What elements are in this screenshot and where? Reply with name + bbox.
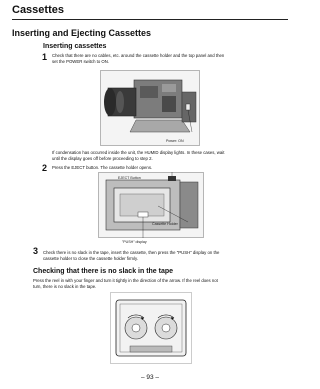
condensation-note-line-2: until the display goes off before proceeding to step 2. (52, 156, 153, 161)
page-header-title: Cassettes (12, 4, 64, 16)
cassette-reel-figure (110, 292, 192, 364)
push-display-callout: "PUSH" display (122, 240, 147, 244)
step-2-text: Press the EJECT button. The cassette holder opens. (52, 165, 153, 170)
header-divider (12, 19, 288, 20)
step-1-text-line-1: Check that there are no cables, etc. around the cassette holder and the top panel and then (52, 53, 225, 58)
eject-button-callout: EJECT Button (118, 176, 141, 180)
subsection-title: Inserting cassettes (43, 43, 107, 50)
step-1-number: 1 (42, 52, 48, 62)
section-title: Inserting and Ejecting Cassettes (12, 28, 152, 38)
slack-check-heading: Checking that there is no slack in the tape (33, 268, 174, 275)
page-number: – 93 – (140, 374, 160, 381)
step-3-text-line-1: Check there is no slack in the tape, insert the cassette, then press the "PUSH" display on the (43, 250, 220, 255)
power-callout-label: Power: ON (166, 139, 184, 143)
cassette-holder-callout: Cassette Holder (152, 222, 178, 226)
camera-power-figure (100, 70, 200, 146)
step-3-number: 3 (33, 246, 39, 256)
step-1-text-line-2: set the POWER switch to ON. (52, 59, 110, 64)
step-3-text-line-2: cassette holder to close the cassette holder firmly. (43, 256, 138, 261)
slack-check-text-line-1: Press the reel in with your finger and turn it tightly in the direction of the arrow. If the reel does not (33, 278, 218, 283)
slack-check-text-line-2: turn, there is no slack in the tape. (33, 284, 97, 289)
condensation-note-line-1: If condensation has occurred inside the unit, the HUMID display lights. In these cases, wait (52, 150, 225, 155)
step-2-number: 2 (42, 163, 48, 173)
cassette-holder-figure (98, 172, 204, 238)
